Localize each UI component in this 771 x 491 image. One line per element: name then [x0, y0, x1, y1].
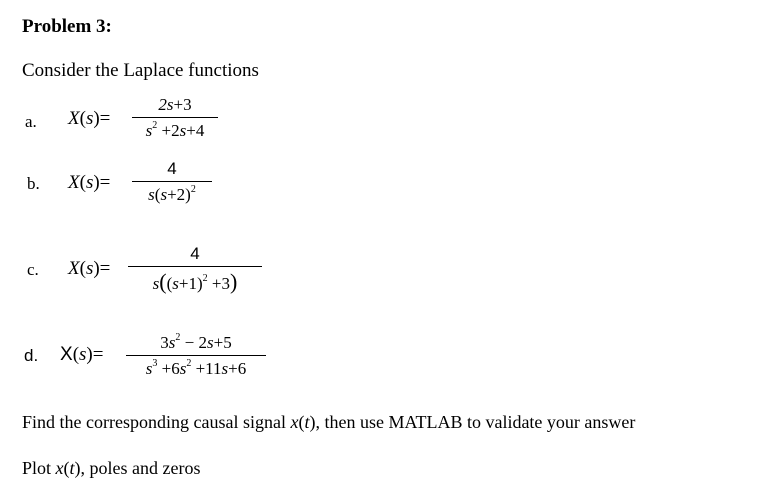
numerator: 4 [167, 159, 177, 178]
task-plot-instruction: Plot x(t), poles and zeros [22, 458, 201, 478]
equation-lhs: X(s)= [68, 172, 111, 193]
item-label: a. [25, 112, 37, 131]
item-label: d. [24, 346, 39, 365]
denominator: $s((s+1)^2 +3)$ [152, 269, 238, 294]
task-instruction: Find the corresponding causal signal x(t), then use MATLAB to validate your answer [22, 412, 636, 432]
equation-lhs: X(s)= [68, 108, 111, 129]
denominator: $s^2 +2s+4$ [145, 120, 205, 140]
numerator: $3s^2 - 2s+5$ [160, 332, 232, 352]
fraction [132, 159, 212, 205]
item-label: c. [27, 260, 39, 279]
item-label: b. [27, 174, 40, 193]
numerator: 2s+3 [158, 95, 192, 114]
denominator: $s^3 +6s^2 +11s+6$ [145, 358, 247, 378]
fraction [132, 95, 218, 141]
fraction [126, 332, 266, 379]
problem-intro: Consider the Laplace functions [22, 60, 259, 81]
problem-title: Problem 3: [22, 16, 112, 37]
denominator: $s(s+2)^2$ [148, 184, 196, 204]
equation-lhs: X(s)= [68, 258, 111, 279]
fraction [128, 244, 262, 295]
numerator: 4 [190, 244, 200, 263]
equation-lhs: X(s)= [60, 344, 104, 365]
